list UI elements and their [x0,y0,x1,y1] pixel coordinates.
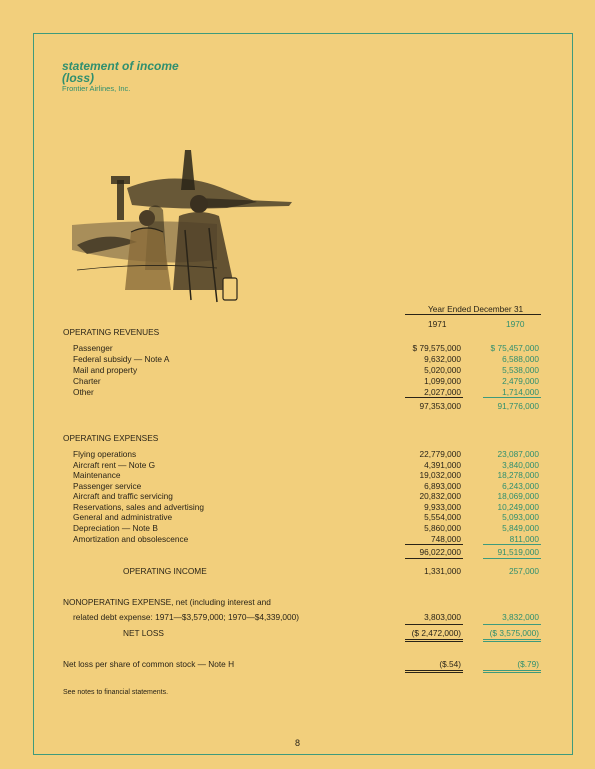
expense-1970: 3,840,000 [502,460,539,470]
col-1970-header: 1970 [506,319,525,329]
net-loss-double-rule-1970 [483,641,541,642]
expense-1971: 9,933,000 [424,502,461,512]
expense-label: Depreciation — Note B [73,523,158,533]
expense-1971: 20,832,000 [419,491,461,501]
operating-income-1971: 1,331,000 [424,566,461,576]
revenue-1971: 9,632,000 [424,354,461,364]
expenses-heading: OPERATING EXPENSES [63,433,159,443]
per-share-label: Net loss per share of common stock — Note H [63,659,235,669]
page-border [33,33,573,755]
per-share-1970: ($.79) [517,659,539,669]
expense-1970: 10,249,000 [497,502,539,512]
revenue-1971: $ 79,575,000 [412,343,461,353]
nonoperating-label: NONOPERATING EXPENSE, net (including interest and [63,597,271,607]
statement-title: statement of income (loss) [62,59,179,85]
revenue-1970: 6,588,000 [502,354,539,364]
expense-total-underline-1971 [405,558,463,559]
per-share-rule-1971 [405,670,463,671]
expense-1971: 6,893,000 [424,481,461,491]
nonoperating-rule-1970 [483,624,541,625]
per-share-rule-1970 [483,670,541,671]
per-share-double-rule-1971 [405,672,463,673]
period-header: Year Ended December 31 [428,304,524,314]
net-loss-double-rule-1971 [405,641,463,642]
revenue-1971: 5,020,000 [424,365,461,375]
revenue-1970: 1,714,000 [502,387,539,397]
revenue-label: Passenger [73,343,113,353]
per-share-double-rule-1970 [483,672,541,673]
col-1971-header: 1971 [428,319,447,329]
revenue-total-1970: 91,776,000 [497,401,539,411]
company-name: Frontier Airlines, Inc. [62,84,131,93]
expense-total-1971: 96,022,000 [419,547,461,557]
revenue-1971: 1,099,000 [424,376,461,386]
expense-1970: 5,093,000 [502,512,539,522]
footnote: See notes to financial statements. [63,689,169,696]
expense-1971: 5,860,000 [424,523,461,533]
expense-label: Reservations, sales and advertising [73,502,204,512]
expense-total-underline-1970 [483,558,541,559]
revenues-heading: OPERATING REVENUES [63,327,160,337]
nonoperating-1970: 3,832,000 [502,612,539,622]
revenue-label: Federal subsidy — Note A [73,354,170,364]
revenue-total-1971: 97,353,000 [419,401,461,411]
expense-label: Aircraft rent — Note G [73,460,156,470]
revenue-1970: $ 75,457,000 [490,343,539,353]
expense-label: General and administrative [73,512,173,522]
nonoperating-rule-1971 [405,624,463,625]
expense-label: Flying operations [73,449,137,459]
expense-label: Passenger service [73,481,142,491]
expense-label: Amortization and obsolescence [73,534,189,544]
period-rule [405,314,541,315]
net-loss-rule-1970 [483,639,541,640]
expense-1970: 18,069,000 [497,491,539,501]
airplane-boarding-illustration [67,150,295,312]
revenue-label: Mail and property [73,365,138,375]
net-loss-label: NET LOSS [123,628,164,638]
expense-1970: 811,000 [509,534,539,544]
expense-1971: 5,554,000 [424,512,461,522]
revenue-1971: 2,027,000 [424,387,461,397]
expense-1971: 19,032,000 [419,470,461,480]
revenue-1970: 5,538,000 [502,365,539,375]
expense-label: Aircraft and traffic servicing [73,491,173,501]
expense-1971: 22,779,000 [419,449,461,459]
nonoperating-1971: 3,803,000 [424,612,461,622]
revenue-label: Other [73,387,94,397]
page-number: 8 [295,738,301,748]
expense-1970: 5,849,000 [502,523,539,533]
revenue-total-rule-1970 [483,397,541,398]
nonoperating-label-line2: related debt expense: 1971—$3,579,000; 1970—$4,339,000) [73,612,300,622]
expense-1970: 6,243,000 [502,481,539,491]
revenue-1970: 2,479,000 [502,376,539,386]
expense-label: Maintenance [73,470,121,480]
expense-total-1970: 91,519,000 [497,547,539,557]
per-share-1971: ($.54) [439,659,461,669]
revenue-label: Charter [73,376,101,386]
expense-1970: 23,087,000 [497,449,539,459]
operating-income-label: OPERATING INCOME [123,566,207,576]
expense-1971: 748,000 [431,534,461,544]
net-loss-1971: ($ 2,472,000) [411,628,461,638]
net-loss-rule-1971 [405,639,463,640]
expense-1970: 18,278,000 [497,470,539,480]
expense-total-rule-1971 [405,544,463,545]
operating-income-1970: 257,000 [509,566,539,576]
net-loss-1970: ($ 3,575,000) [489,628,539,638]
expense-1971: 4,391,000 [424,460,461,470]
expense-total-rule-1970 [483,544,541,545]
revenue-total-rule-1971 [405,397,463,398]
